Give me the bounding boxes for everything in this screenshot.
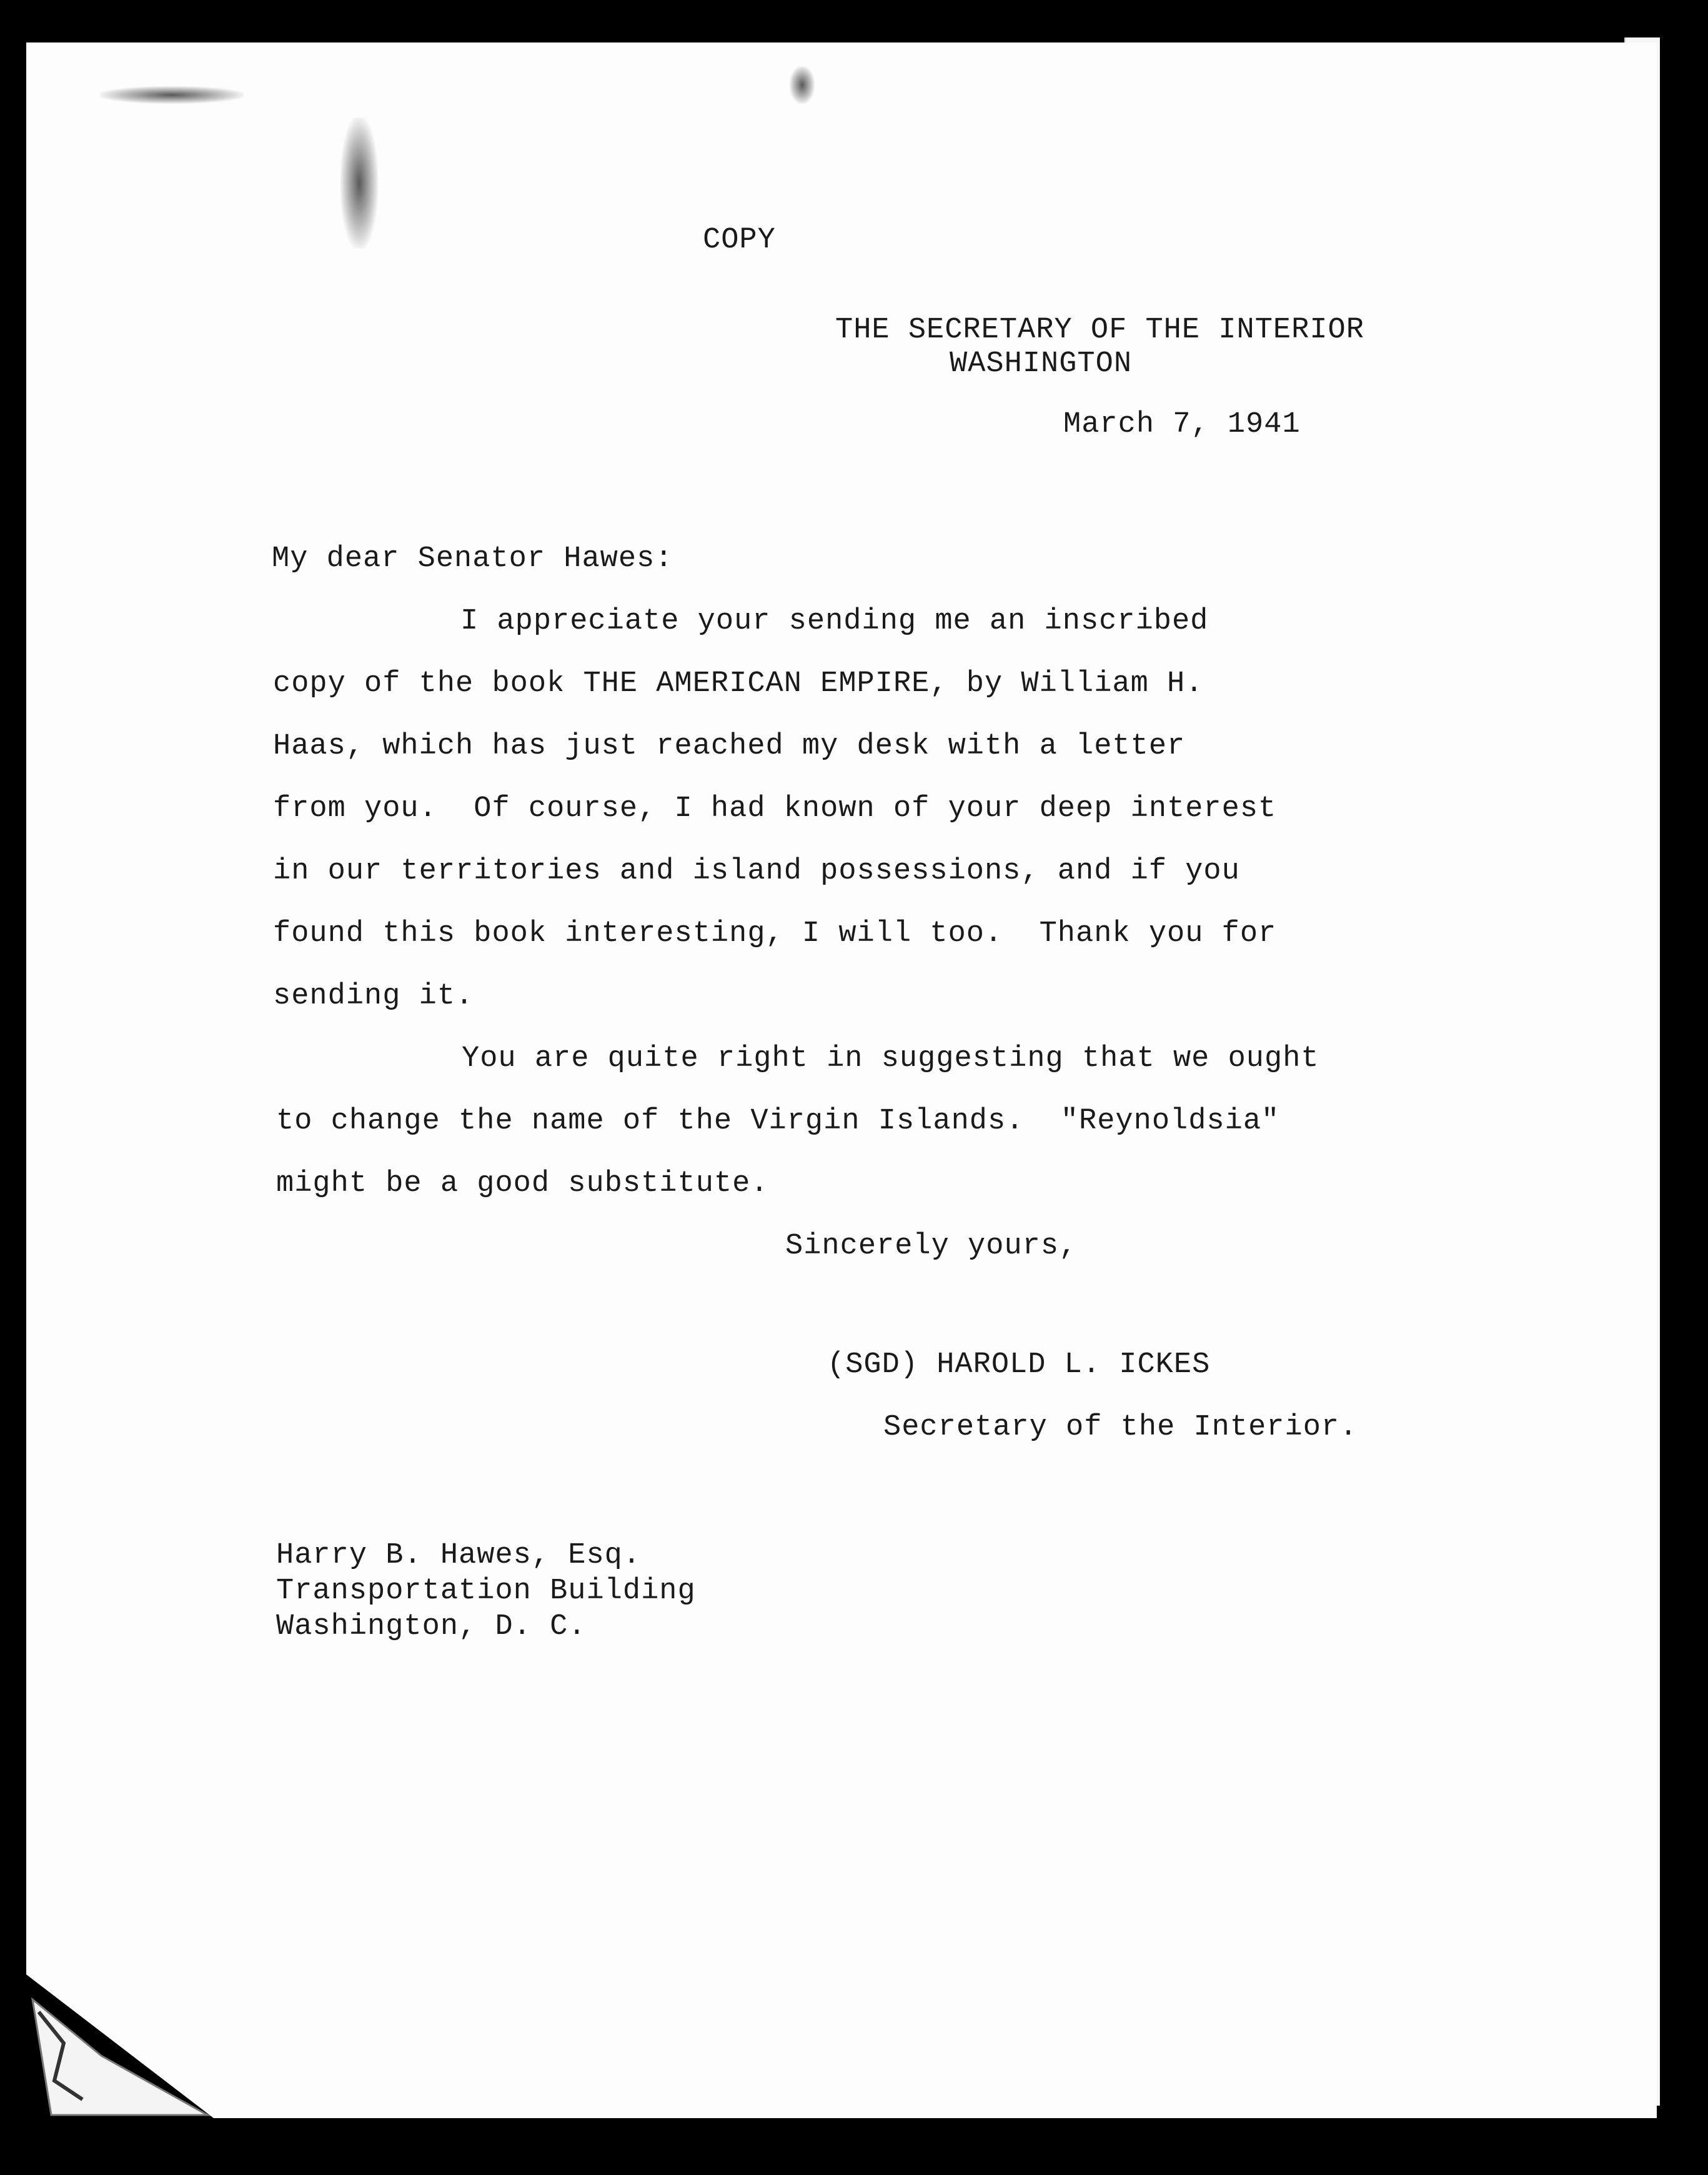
closing: Sincerely yours,: [785, 1230, 1078, 1263]
ink-smudge: [100, 86, 244, 104]
office-title: THE SECRETARY OF THE INTERIOR: [835, 314, 1364, 347]
body-line: found this book interesting, I will too. Thank you for: [273, 917, 1277, 950]
addressee-name: Harry B. Hawes, Esq.: [276, 1539, 642, 1572]
body-line: sending it.: [273, 980, 474, 1013]
body-line: I appreciate your sending me an inscribed: [460, 605, 1209, 638]
letter-date: March 7, 1941: [1063, 408, 1301, 441]
letter-page: [26, 42, 1657, 2118]
body-line: might be a good substitute.: [276, 1167, 769, 1200]
copy-mark: COPY: [703, 224, 776, 257]
addressee-building: Transportation Building: [276, 1575, 696, 1608]
salutation: My dear Senator Hawes:: [272, 542, 673, 575]
body-line: copy of the book THE AMERICAN EMPIRE, by William H.: [273, 667, 1204, 700]
addressee-city: Washington, D. C.: [276, 1610, 587, 1643]
body-line: Haas, which has just reached my desk with a letter: [273, 730, 1186, 763]
body-line: from you. Of course, I had known of your deep interest: [273, 792, 1277, 825]
signature: (SGD) HAROLD L. ICKES: [827, 1348, 1211, 1381]
office-city: WASHINGTON: [950, 347, 1133, 381]
folded-corner: [26, 1974, 214, 2118]
ink-smudge: [790, 66, 815, 104]
body-line: in our territories and island possessions, and if you: [273, 855, 1240, 888]
signer-title: Secretary of the Interior.: [883, 1411, 1358, 1444]
body-line: to change the name of the Virgin Islands. "Reynoldsia": [276, 1105, 1280, 1138]
body-line: You are quite right in suggesting that we ought: [462, 1042, 1319, 1075]
ink-smudge: [340, 117, 378, 249]
